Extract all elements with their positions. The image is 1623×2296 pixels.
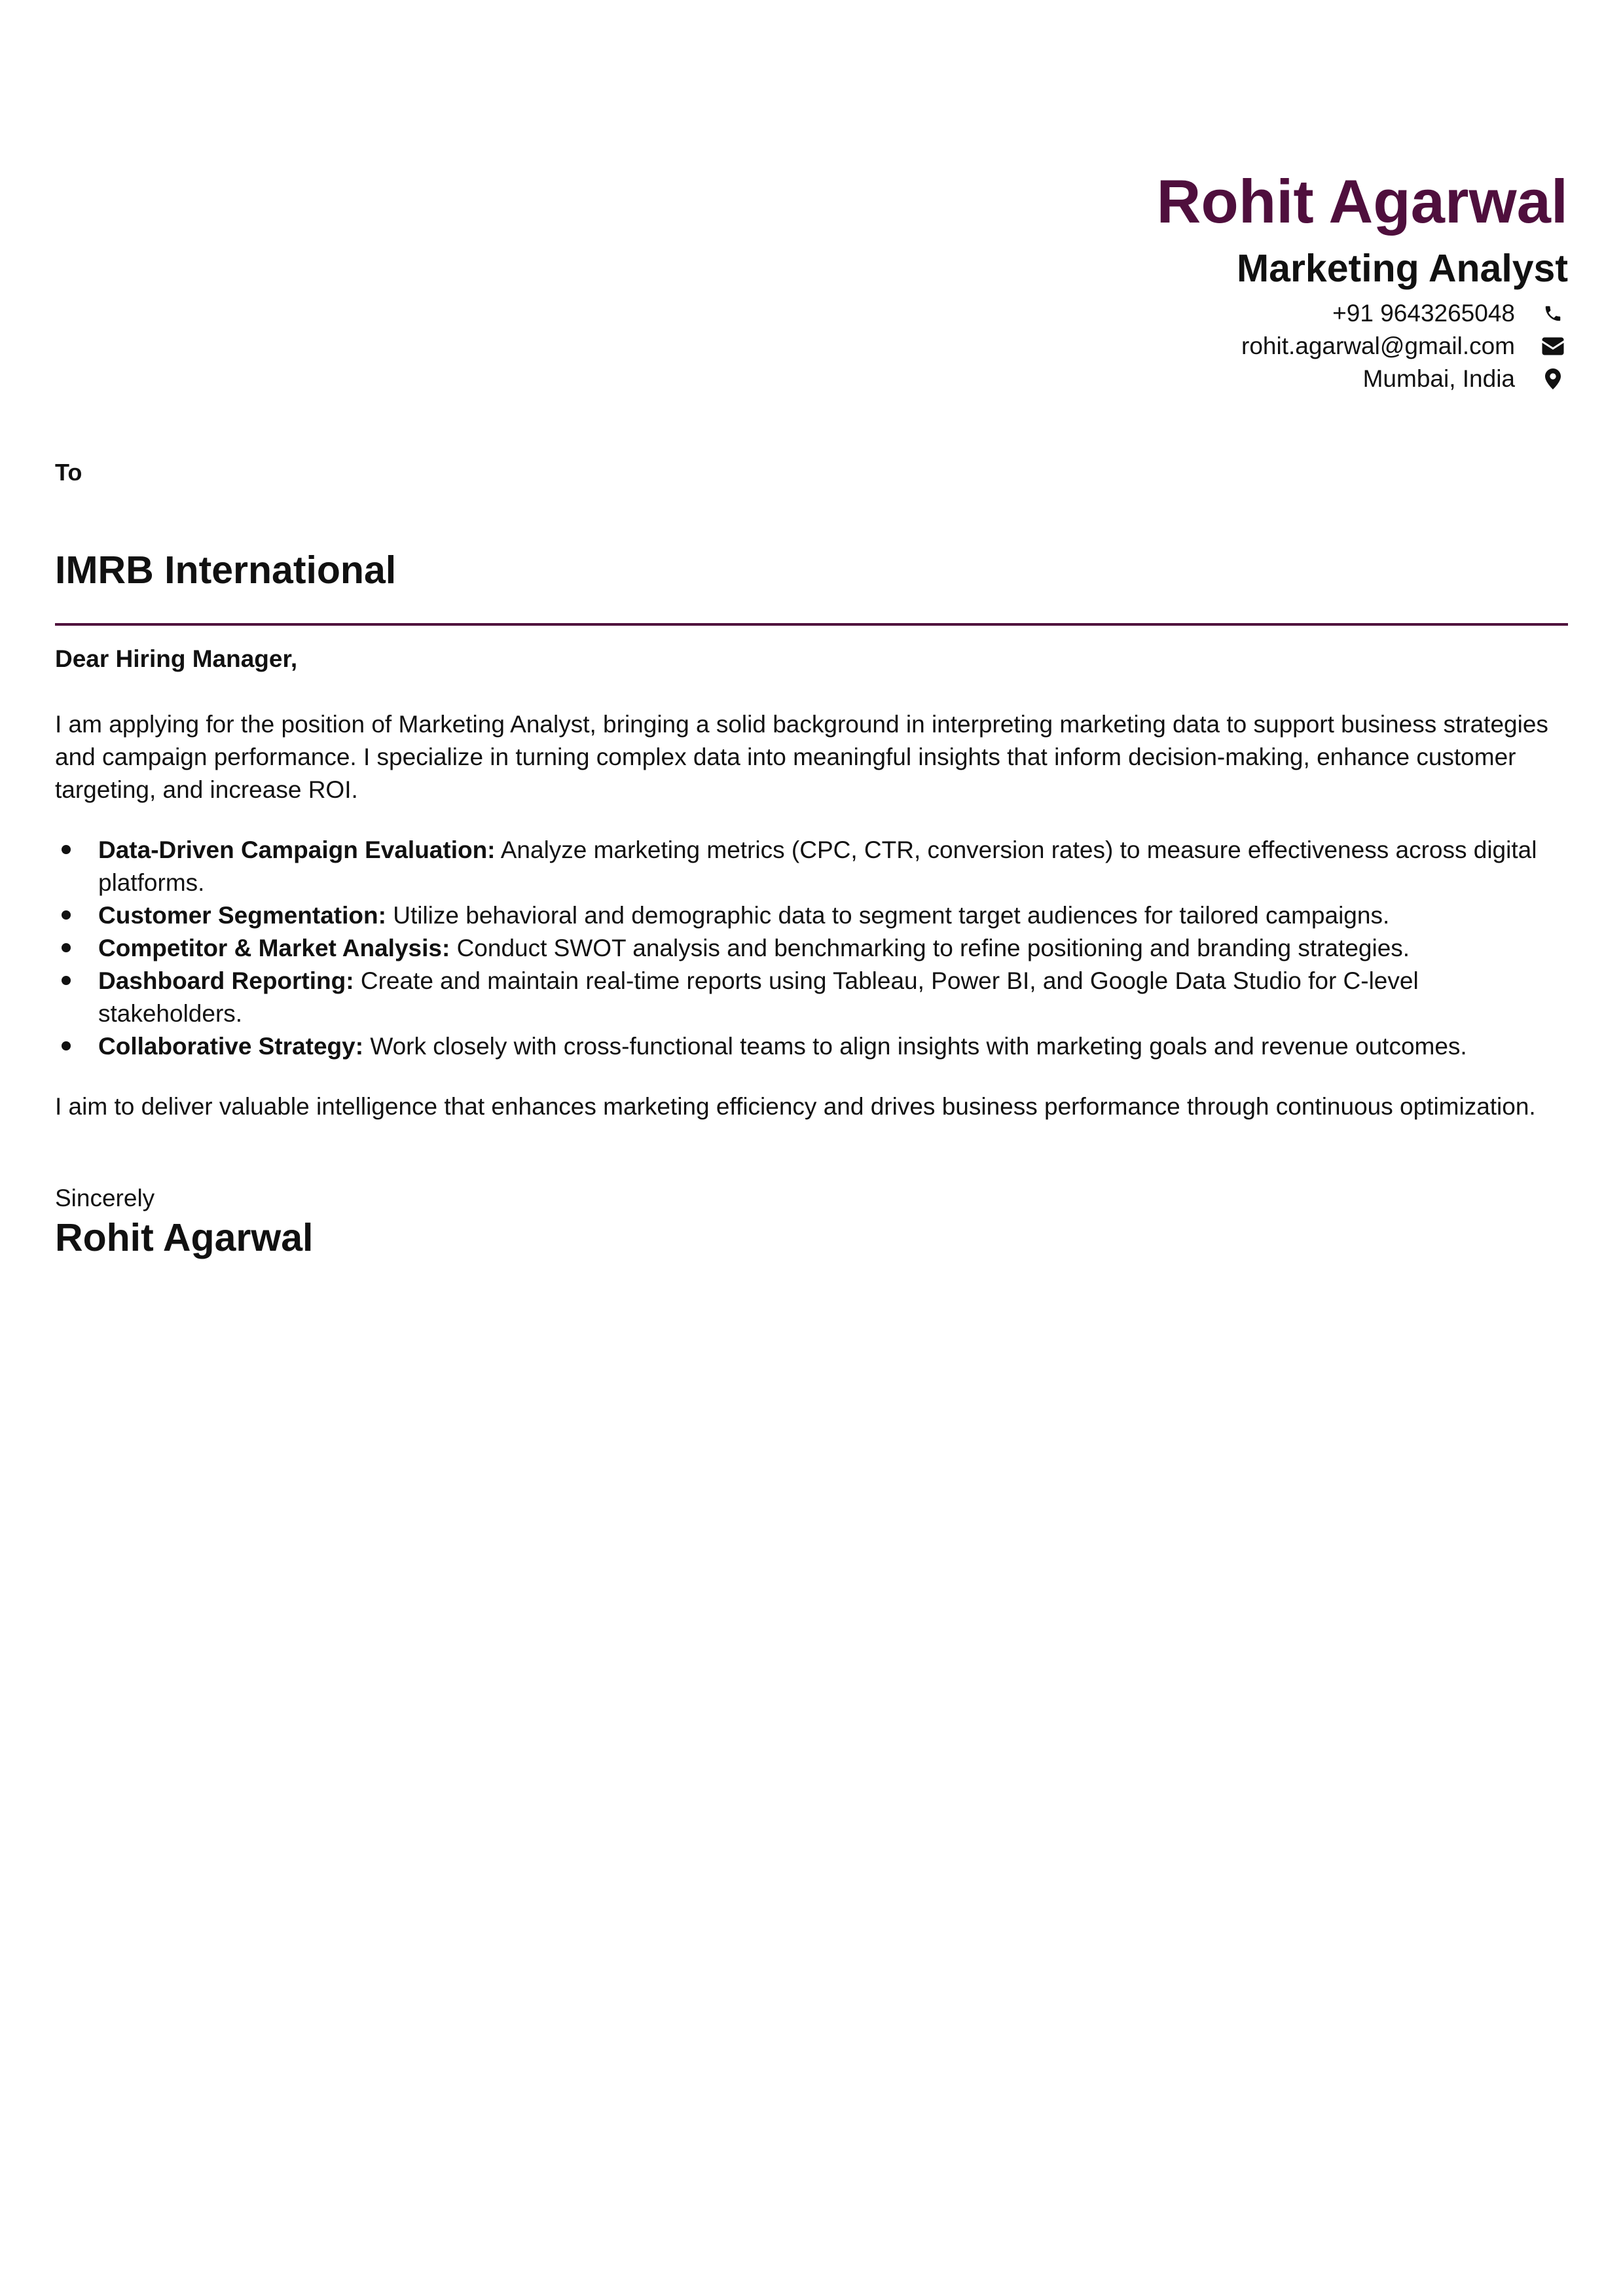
contact-location: [1157, 363, 1568, 395]
recipient-company: IMRB International: [55, 548, 397, 592]
map-marker-icon: [1540, 366, 1566, 392]
point-label: Collaborative Strategy:: [98, 1033, 364, 1060]
bullet-icon: [62, 845, 71, 854]
phone-icon: [1540, 300, 1566, 327]
greeting: Dear Hiring Manager,: [55, 645, 298, 672]
intro-paragraph: I am applying for the position of Marketing Analyst, bringing a solid background in interpreting marketing data to support business strategies and campaign performance. I specialize in turning complex data into meaningful insights that inform decision-making, enhance customer targeting, and increase ROI.: [55, 711, 1548, 803]
list-item: [55, 899, 1568, 932]
letter-header: [1157, 162, 1568, 395]
point-label: Dashboard Reporting:: [98, 967, 354, 994]
point-text: Conduct SWOT analysis and benchmarking to refine positioning and branding strategies.: [450, 935, 1410, 961]
location-text: Mumbai, India: [1362, 365, 1515, 392]
to-label: To: [55, 459, 82, 486]
sender-title: Marketing Analyst: [1237, 247, 1568, 290]
signoff: Sincerely: [55, 1185, 155, 1211]
contact-list: [1157, 297, 1568, 395]
bullet-icon: [62, 976, 71, 985]
list-item: [55, 965, 1568, 1030]
letter-body: [55, 643, 1568, 1123]
contact-phone: [1157, 297, 1568, 330]
email-text: rohit.agarwal@gmail.com: [1241, 332, 1515, 359]
point-text: Create and maintain real-time reports using Tableau, Power BI, and Google Data Studio for C-level stakeholders.: [98, 967, 1419, 1027]
header-divider: [55, 623, 1568, 626]
bullet-icon: [62, 910, 71, 920]
bullet-icon: [62, 943, 71, 952]
point-label: Data-Driven Campaign Evaluation:: [98, 836, 496, 863]
envelope-icon: [1540, 333, 1566, 359]
point-label: Customer Segmentation:: [98, 902, 386, 929]
list-item: [55, 834, 1568, 899]
point-text: Analyze marketing metrics (CPC, CTR, conversion rates) to measure effectiveness across digital platforms.: [98, 836, 1537, 896]
closing-paragraph: I aim to deliver valuable intelligence that enhances marketing efficiency and drives business performance through continuous optimization.: [55, 1093, 1536, 1120]
list-item: [55, 1030, 1568, 1063]
point-text: Utilize behavioral and demographic data to segment target audiences for tailored campaigns.: [386, 902, 1390, 929]
key-points-list: [55, 834, 1568, 1063]
phone-text: +91 9643265048: [1332, 300, 1515, 327]
signature-name: Rohit Agarwal: [55, 1216, 314, 1259]
point-label: Competitor & Market Analysis:: [98, 935, 450, 961]
contact-email: [1157, 330, 1568, 363]
sender-name: Rohit Agarwal: [1156, 167, 1568, 236]
list-item: [55, 932, 1568, 965]
bullet-icon: [62, 1041, 71, 1050]
point-text: Work closely with cross-functional teams to align insights with marketing goals and revenue outcomes.: [363, 1033, 1467, 1060]
